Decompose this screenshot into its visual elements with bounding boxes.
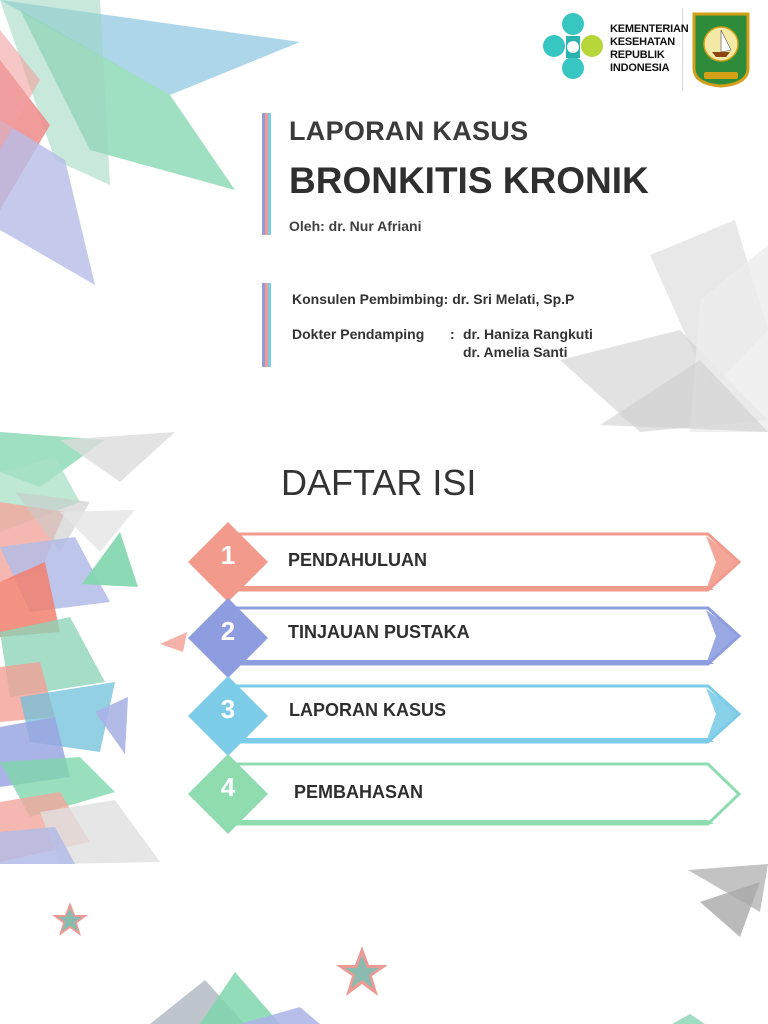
toc-item-3[interactable] [186,676,746,756]
flower-ornament [52,902,88,936]
toc-label-3: LAPORAN KASUS [289,700,447,720]
toc-number-3: 3 [220,694,236,724]
companion-name-1: dr. Haniza Rangkuti [463,326,593,342]
toc-number-4: 4 [220,772,236,802]
ministry-name: KEMENTERIAN KESEHATAN REPUBLIK INDONESIA [610,23,689,74]
page-title: BRONKITIS KRONIK [289,160,649,201]
companion-label: Dokter Pendamping [292,326,425,342]
header-logos [540,8,756,90]
toc-label-2: TINJAUAN PUSTAKA [288,622,470,642]
toc-item-2[interactable] [186,598,746,678]
toc-number-2: 2 [220,616,236,646]
toc-item-shape [186,754,746,834]
companion-separator: : [450,326,455,342]
consultant-line: Konsulen Pembimbing: dr. Sri Melati, Sp.P [292,291,575,307]
title-slide [0,0,768,432]
toc-number-1: 1 [220,540,236,570]
supervisor-accent-bar [262,283,272,367]
kemenkes-logo [540,8,689,90]
toc-title: DAFTAR ISI [281,462,477,503]
toc-slide [0,432,768,1024]
title-accent-bar [262,113,272,235]
toc-item-shape [186,520,746,600]
author-line: Oleh: dr. Nur Afriani [289,218,422,234]
toc-item-shape [186,676,746,756]
kemenkes-logo-icon [540,8,606,90]
toc-item-1[interactable] [186,520,746,600]
companion-name-2: dr. Amelia Santi [463,344,568,360]
report-subtitle: LAPORAN KASUS [289,116,529,146]
riau-seal-icon [690,10,752,88]
flower-ornament [336,946,388,996]
toc-label-1: PENDAHULUAN [288,550,427,570]
toc-item-4[interactable] [186,754,746,834]
toc-label-4: PEMBAHASAN [294,782,424,802]
